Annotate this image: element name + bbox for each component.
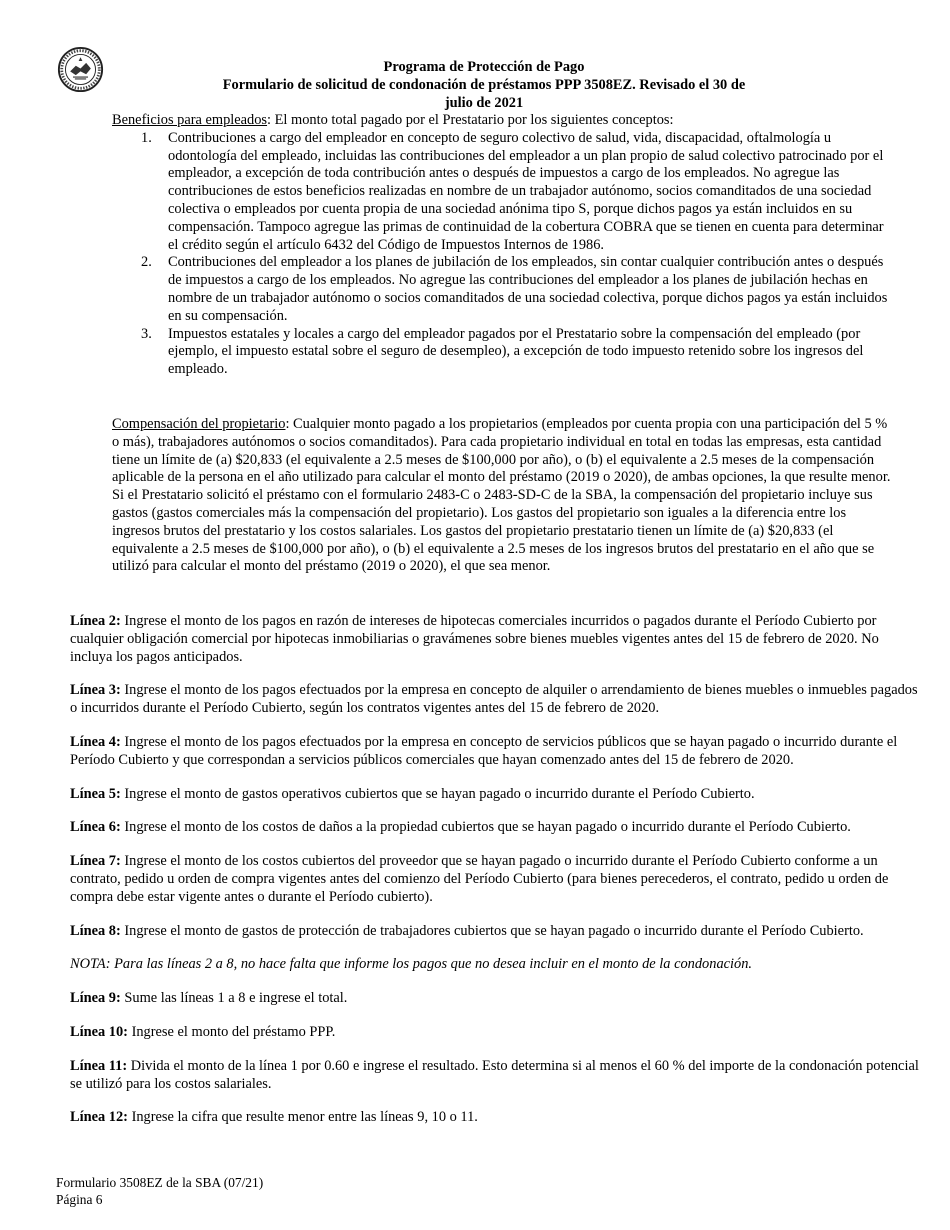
list-item-number: 2. bbox=[141, 254, 152, 271]
line-instruction bbox=[70, 1109, 920, 1127]
list-item-text: Contribuciones del empleador a los planes de jubilación de los empleados, sin contar cualquier contribución antes o después de impuestos a cargo de los empleados. No agregue las contribuciones del empleador a los planes de jubilación hechas en nombre de un trabajador autónomo o socios comanditados de una sociedad colectiva, porque dichos pagos ya están incluidos en su compensación. bbox=[168, 254, 888, 324]
footer-page-number: Página 6 bbox=[56, 1191, 103, 1207]
page-footer bbox=[56, 1175, 263, 1208]
line-text: Ingrese el monto de los pagos efectuados por la empresa en concepto de servicios públicos que se hayan pagado o incurrido durante el Período Cubierto y que correspondan a servicios públicos comerciales que hayan comenzado antes del 15 de febrero de 2020. bbox=[70, 733, 898, 768]
list-item bbox=[112, 130, 892, 255]
benefits-intro bbox=[112, 112, 892, 130]
benefits-intro-text: : El monto total pagado por el Prestatario por los siguientes conceptos: bbox=[267, 112, 674, 128]
list-item bbox=[112, 254, 892, 325]
line-text: Ingrese la cifra que resulte menor entre las líneas 9, 10 o 11. bbox=[127, 1109, 478, 1126]
line-text: Ingrese el monto de los pagos efectuados por la empresa en concepto de alquiler o arrendamiento de bienes muebles o inmuebles pagados o incurridos durante el Período Cubierto, según los contratos vigentes antes del 15 de febrero de 2020. bbox=[70, 682, 918, 717]
line-label: Línea 5: bbox=[70, 785, 121, 802]
page-subtitle: Formulario de solicitud de condonación de préstamos PPP 3508EZ. Revisado el 30 de julio de 2021 bbox=[222, 76, 746, 111]
list-item-text: Impuestos estatales y locales a cargo del empleador pagados por el Prestatario sobre la compensación del empleado (por ejemplo, el impuesto estatal sobre el seguro de desempleo), a excepción de todo impuesto retenido sobre los ingresos del empleado. bbox=[168, 325, 864, 378]
benefits-heading: Beneficios para empleados bbox=[112, 112, 268, 128]
line-text: Ingrese el monto de gastos operativos cubiertos que se hayan pagado o incurrido durante el Período Cubierto. bbox=[120, 785, 755, 802]
line-label: Línea 2: bbox=[70, 613, 121, 629]
footer-form-id: Formulario 3508EZ de la SBA (07/21) bbox=[56, 1175, 264, 1190]
page-header bbox=[0, 59, 950, 112]
line-label: Línea 9: bbox=[70, 990, 121, 1007]
line-label: Línea 7: bbox=[70, 853, 121, 870]
line-instruction bbox=[70, 1058, 920, 1094]
line-label: Línea 10: bbox=[70, 1023, 128, 1040]
line-instruction bbox=[70, 923, 920, 941]
line-label: Línea 12: bbox=[70, 1109, 128, 1126]
note: NOTA: Para las líneas 2 a 8, no hace falta que informe los pagos que no desea incluir en el monto de la condonación. bbox=[70, 956, 753, 973]
line-instruction bbox=[70, 819, 920, 837]
owner-comp-heading: Compensación del propietario bbox=[112, 416, 286, 432]
line-label: Línea 4: bbox=[70, 733, 121, 750]
line-text: Sume las líneas 1 a 8 e ingrese el total. bbox=[120, 990, 348, 1007]
line-text: Ingrese el monto del préstamo PPP. bbox=[127, 1023, 336, 1040]
line-text: Divida el monto de la línea 1 por 0.60 e ingrese el resultado. Esto determina si al menos el 60 % del importe de la condonación potencial se utilizó para los costos salariales. bbox=[70, 1057, 919, 1092]
line-instructions bbox=[70, 613, 920, 1143]
line-instruction bbox=[70, 853, 920, 906]
line-text: Ingrese el monto de gastos de protección de trabajadores cubiertos que se hayan pagado o incurrido durante el Período Cubierto. bbox=[120, 922, 864, 939]
list-item-number: 3. bbox=[141, 325, 152, 342]
line-label: Línea 11: bbox=[70, 1057, 128, 1074]
employee-benefits-section bbox=[112, 112, 892, 379]
list-item-text: Contribuciones a cargo del empleador en concepto de seguro colectivo de salud, vida, discapacidad, oftalmología u odontología del empleado, incluidas las contribuciones del empleador a un plan propio de salud colectivo patrocinado por el empleador, a excepción de toda contribución antes o después de impuestos a cargo de los empleados. No agregue las contribuciones de estos beneficios realizadas en nombre de un trabajador autónomo, socios comanditados de una sociedad colectiva o empleados por cuenta propia de una sociedad anónima tipo S, porque dichos pagos ya están incluidos en su compensación. Tampoco agregue las primas de continuidad de la cobertura COBRA que se tienen en cuenta para determinar el crédito según el artículo 6432 del Código de Impuestos Internos de 1986. bbox=[168, 129, 884, 253]
line-text: Ingrese el monto de los pagos en razón de intereses de hipotecas comerciales incurridos o pagados durante el Período Cubierto por cualquier obligación comercial por hipotecas inmobiliarias o gravámenes sobre bienes muebles vigentes antes del 15 de febrero de 2020. No incluya los pagos anticipados. bbox=[70, 613, 879, 665]
benefits-list bbox=[112, 130, 892, 379]
line-label: Línea 3: bbox=[70, 682, 121, 699]
line-instruction bbox=[70, 613, 920, 666]
owner-compensation-section bbox=[112, 416, 892, 576]
line-instruction bbox=[70, 682, 920, 718]
list-item bbox=[112, 326, 892, 379]
line-instruction bbox=[70, 1024, 920, 1042]
page-title: Programa de Protección de Pago bbox=[383, 59, 585, 75]
line-instruction bbox=[70, 734, 920, 770]
line-text: Ingrese el monto de los costos cubiertos del proveedor que se hayan pagado o incurrido durante el Período Cubierto conforme a un contrato, pedido u orden de compra vigentes antes del comienzo del Período Cubierto (para bienes perecederos, el contrato, pedido u orden de compra debe estar vigente antes o durante el Período cubierto). bbox=[70, 853, 889, 905]
list-item-number: 1. bbox=[141, 129, 152, 146]
line-label: Línea 6: bbox=[70, 819, 121, 836]
line-label: Línea 8: bbox=[70, 922, 121, 939]
line-instruction bbox=[70, 990, 920, 1008]
line-instruction bbox=[70, 786, 920, 804]
line-text: Ingrese el monto de los costos de daños a la propiedad cubiertos que se hayan pagado o incurrido durante el Período Cubierto. bbox=[120, 819, 851, 836]
owner-comp-text: : Cualquier monto pagado a los propietarios (empleados por cuenta propia con una participación del 5 % o más), trabajadores autónomos o socios comanditados). Para cada propietario individual en total en todas las empresas, esta cantidad tiene un límite de (a) $20,833 (el equivalente a 2.5 meses de $100,000 por año), o (b) el equivalente a 2.5 meses de la compensación aplicable de la persona en el año utilizado para calcular el monto del préstamo (2019 o 2020), de ambas opciones, la que resulte menor. Si el Prestatario solicitó el préstamo con el formulario 2483-C o 2483-SD-C de la SBA, la compensación del propietario incluye sus gastos (gastos comerciales más la compensación del propietario). Los gastos del propietario son iguales a la diferencia entre los ingresos brutos del prestatario y los costos salariales. Los gastos del propietario prestatario tienen un límite de (a) $20,833 (el equivalente a 2.5 meses de $100,000 por año), o (b) el equivalente a 2.5 meses de los ingresos brutos del prestatario en el año que se utilizó para calcular el monto del préstamo (2019 o 2020), el que sea menor. bbox=[112, 416, 891, 575]
